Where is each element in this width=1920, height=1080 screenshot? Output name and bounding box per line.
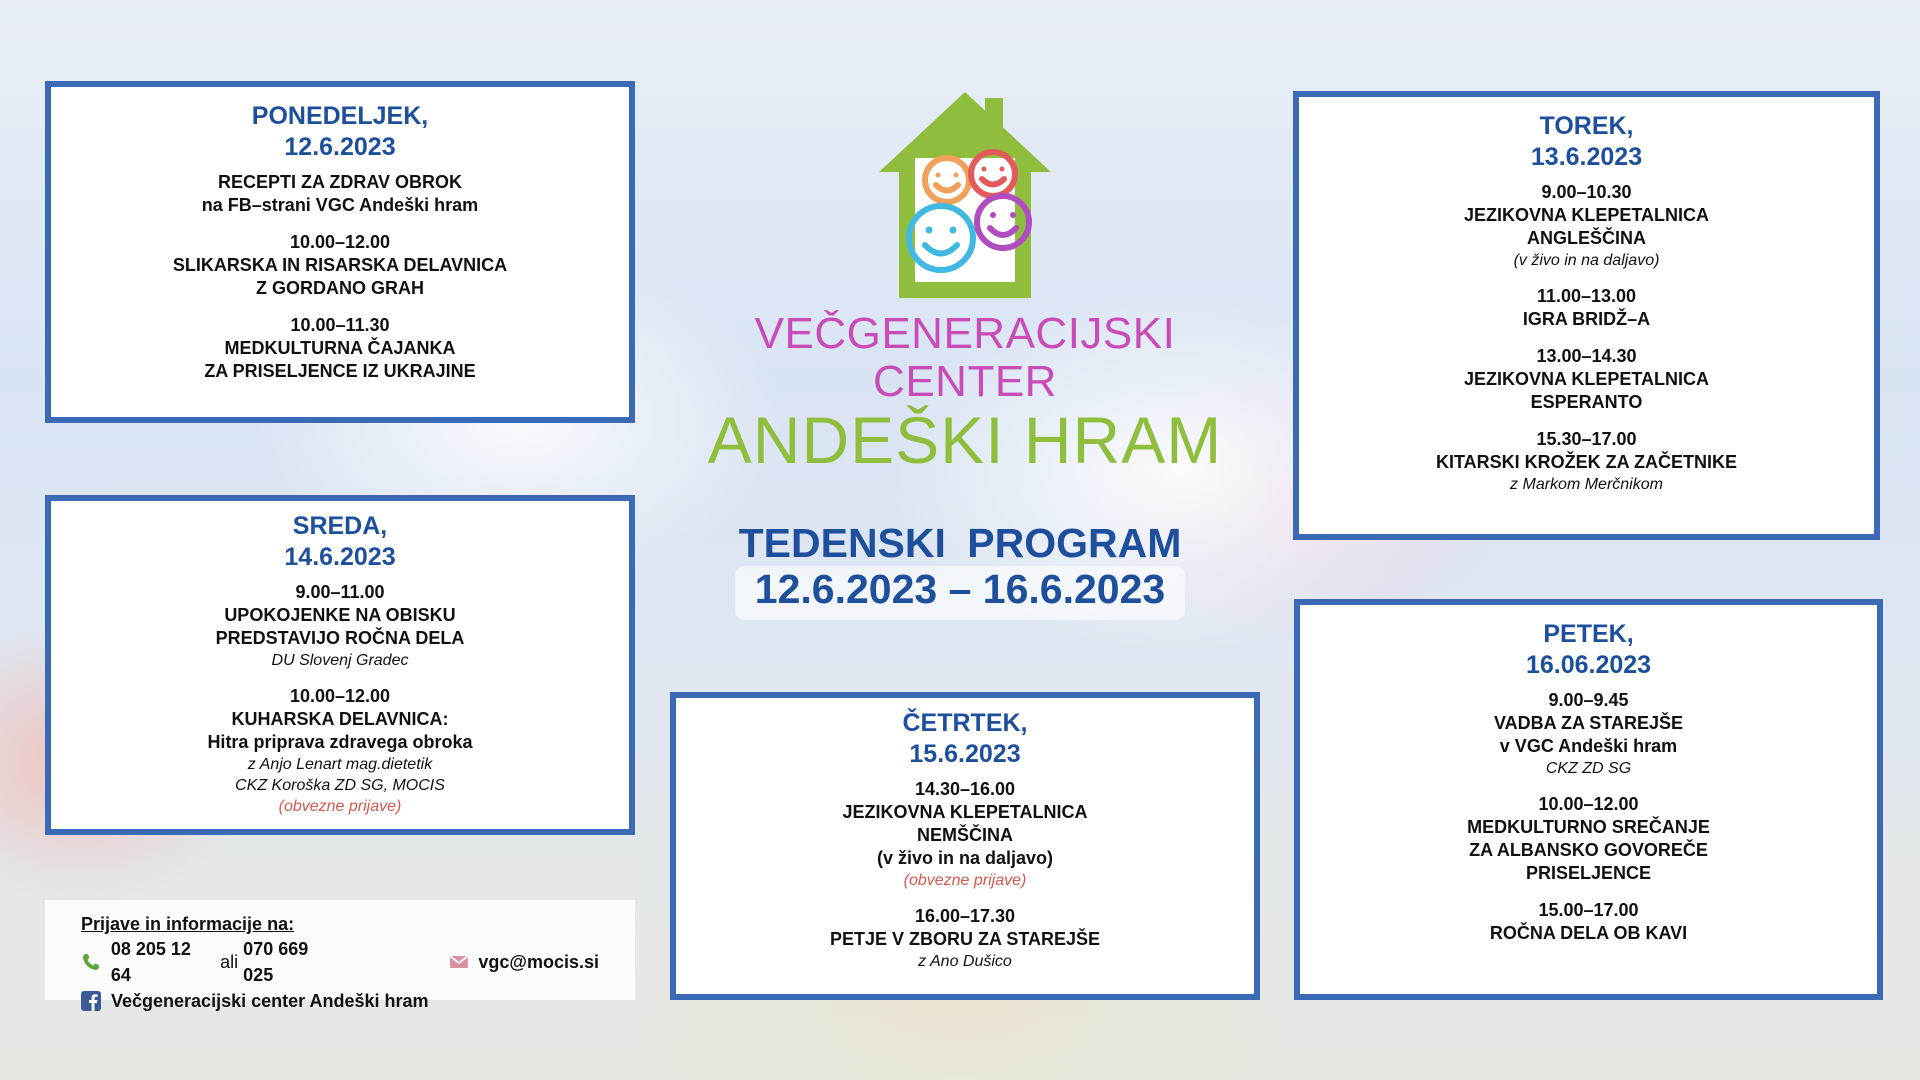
event-time: 10.00–12.00	[289, 232, 391, 252]
contact-panel	[45, 900, 635, 1011]
event-time: 16.00–17.30	[914, 906, 1016, 926]
phone-number-2[interactable]: 070 669 025	[243, 939, 309, 985]
event-title: PETJE V ZBORU ZA STAREJŠE	[829, 929, 1101, 949]
event-title: JEZIKOVNA KLEPETALNICA	[1463, 369, 1709, 389]
event-time: 10.00–12.00	[289, 686, 391, 706]
registration-required-note: (obvezne prijave)	[278, 798, 402, 815]
tuesday-day: TOREK,	[1539, 112, 1634, 140]
program-title: TEDENSKI PROGRAM	[738, 520, 1182, 566]
event-detail: NEMŠČINA	[916, 825, 1013, 845]
event-title: VADBA ZA STAREJŠE	[1493, 713, 1684, 733]
event-title: KITARSKI KROŽEK ZA ZAČETNIKE	[1436, 452, 1737, 472]
thursday-day: ČETRTEK,	[902, 709, 1028, 737]
event-title: MEDKULTURNA ČAJANKA	[224, 338, 456, 358]
event-time: 15.00–17.00	[1538, 900, 1639, 920]
registration-required-note: (obvezne prijave)	[903, 872, 1027, 889]
event-title: JEZIKOVNA KLEPETALNICA	[842, 802, 1088, 822]
wednesday-event	[51, 685, 629, 817]
tuesday-event	[1299, 428, 1874, 495]
event-title: UPOKOJENKE NA OBISKU	[224, 605, 456, 625]
monday-event	[51, 231, 629, 300]
wednesday-card	[45, 495, 635, 835]
facebook-page-link[interactable]: Večgeneracijski center Andeški hram	[111, 991, 429, 1011]
monday-day: PONEDELJEK,	[251, 102, 429, 130]
event-time: 9.00–9.45	[1548, 690, 1629, 710]
contact-phone-row	[81, 936, 599, 988]
monday-event	[51, 314, 629, 383]
or-text: ali	[220, 952, 239, 972]
thursday-card	[670, 692, 1260, 1000]
thursday-event	[676, 905, 1254, 972]
monday-date: 12.6.2023	[284, 133, 396, 161]
event-detail: (v živo in na daljavo)	[876, 848, 1054, 868]
logo	[700, 88, 1230, 477]
friday-card	[1294, 599, 1883, 1000]
thursday-date: 15.6.2023	[909, 740, 1021, 768]
friday-date: 16.06.2023	[1525, 651, 1652, 679]
event-note: z Ano Dušico	[918, 953, 1012, 970]
event-detail: Z GORDANO GRAH	[256, 278, 424, 298]
contact-heading: Prijave in informacije na:	[81, 914, 295, 934]
program-heading	[700, 520, 1220, 620]
tuesday-event	[1299, 285, 1874, 331]
email-icon	[449, 952, 469, 972]
event-detail: PREDSTAVIJO ROČNA DELA	[215, 628, 465, 648]
event-note: CKZ Koroška ZD SG, MOCIS	[235, 777, 445, 794]
event-detail: ESPERANTO	[1530, 392, 1643, 412]
event-title: JEZIKOVNA KLEPETALNICA	[1463, 205, 1709, 225]
house-smileys-icon	[875, 88, 1055, 306]
event-time: 11.00–13.00	[1536, 286, 1637, 306]
event-detail: PRISELJENCE	[1525, 863, 1652, 883]
wednesday-event	[51, 581, 629, 671]
tuesday-event	[1299, 345, 1874, 414]
logo-text-top: VEČGENERACIJSKI CENTER	[754, 309, 1176, 406]
event-note: z Markom Merčnikom	[1510, 476, 1663, 493]
event-title: ROČNA DELA OB KAVI	[1489, 923, 1688, 943]
event-title: IGRA BRIDŽ–A	[1522, 309, 1651, 329]
wednesday-date: 14.6.2023	[284, 543, 396, 571]
event-time: 9.00–10.30	[1541, 182, 1632, 202]
friday-event	[1300, 793, 1877, 885]
facebook-icon	[81, 991, 101, 1011]
phone-icon	[81, 952, 101, 972]
event-detail: Hitra priprava zdravega obroka	[207, 732, 473, 752]
event-detail: ANGLEŠČINA	[1526, 228, 1646, 248]
friday-event	[1300, 689, 1877, 779]
event-time: 15.30–17.00	[1536, 429, 1637, 449]
event-title: SLIKARSKA IN RISARSKA DELAVNICA	[172, 255, 508, 275]
friday-day: PETEK,	[1543, 620, 1634, 648]
event-title: KUHARSKA DELAVNICA:	[231, 709, 449, 729]
event-detail: v VGC Andeški hram	[1499, 736, 1678, 756]
event-time: 14.30–16.00	[914, 779, 1016, 799]
event-time: 13.00–14.30	[1536, 346, 1637, 366]
event-time: 10.00–11.30	[290, 315, 390, 335]
thursday-event	[676, 778, 1254, 891]
email-address[interactable]: vgc@mocis.si	[478, 952, 599, 972]
event-time: 9.00–11.00	[295, 582, 385, 602]
event-note: (v živo in na daljavo)	[1513, 252, 1660, 269]
friday-event	[1300, 899, 1877, 945]
event-title: RECEPTI ZA ZDRAV OBROK	[217, 172, 462, 192]
tuesday-date: 13.6.2023	[1530, 143, 1643, 171]
wednesday-day: SREDA,	[292, 512, 388, 540]
monday-card	[45, 81, 635, 423]
logo-text-bottom: ANDEŠKI HRAM	[707, 403, 1223, 477]
monday-event	[51, 171, 629, 217]
program-date-range: 12.6.2023 – 16.6.2023	[735, 566, 1185, 620]
event-note: z Anjo Lenart mag.dietetik	[247, 756, 433, 773]
event-note: CKZ ZD SG	[1545, 760, 1632, 777]
event-detail: ZA PRISELJENCE IZ UKRAJINE	[204, 361, 476, 381]
tuesday-event	[1299, 181, 1874, 271]
event-time: 10.00–12.00	[1538, 794, 1639, 814]
tuesday-card	[1293, 91, 1880, 540]
event-detail: ZA ALBANSKO GOVOREČE	[1469, 840, 1708, 860]
phone-number-1[interactable]: 08 205 12 64	[110, 939, 191, 985]
event-title: MEDKULTURNO SREČANJE	[1467, 817, 1710, 837]
event-detail: na FB–strani VGC Andeški hram	[201, 195, 479, 215]
event-note: DU Slovenj Gradec	[271, 652, 409, 669]
contact-facebook-row	[81, 988, 599, 1014]
